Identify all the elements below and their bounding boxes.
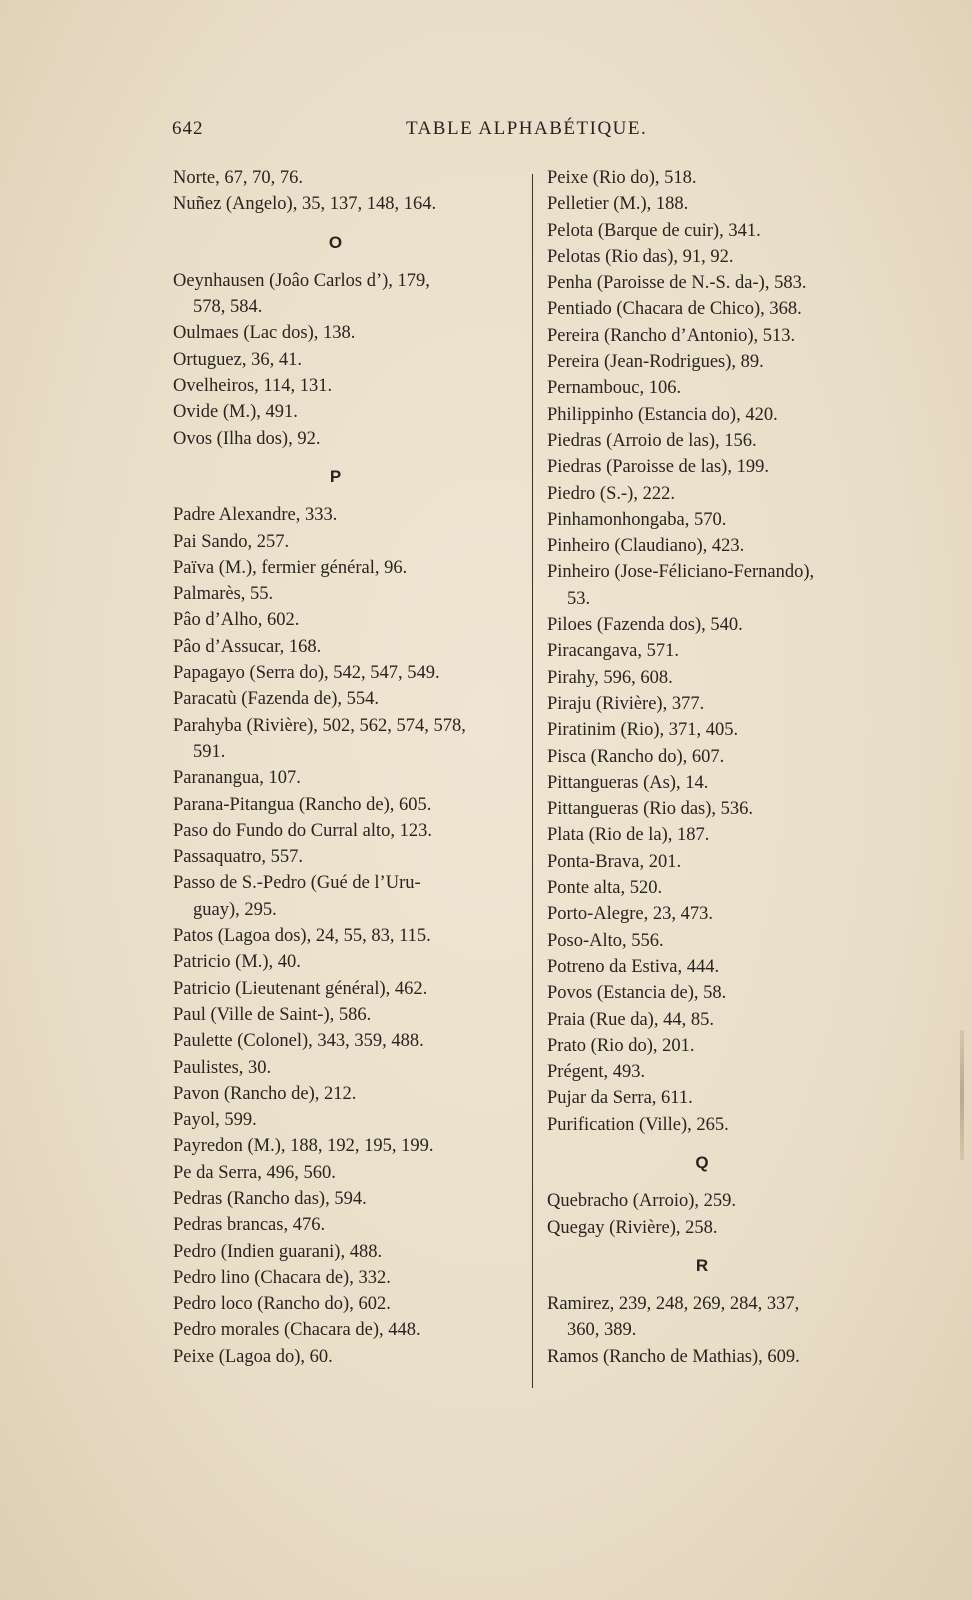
index-entry: Philippinho (Estancia do), 420. bbox=[547, 404, 778, 425]
index-entry: Paracatù (Fazenda de), 554. bbox=[173, 689, 379, 710]
index-entry: Piloes (Fazenda dos), 540. bbox=[547, 615, 743, 636]
section-letter: R bbox=[695, 1255, 709, 1275]
index-entry: Payredon (M.), 188, 192, 195, 199. bbox=[173, 1136, 434, 1157]
index-entry: Piedras (Arroio de las), 156. bbox=[547, 430, 757, 451]
index-entry: Ramos (Rancho de Mathias), 609. bbox=[547, 1346, 800, 1367]
index-entry: Ovide (M.), 491. bbox=[173, 402, 298, 423]
running-header bbox=[0, 118, 972, 142]
index-entry: Papagayo (Serra do), 542, 547, 549. bbox=[173, 663, 440, 684]
index-entry: Ponte alta, 520. bbox=[547, 878, 663, 899]
index-entry: Pelletier (M.), 188. bbox=[547, 194, 689, 215]
index-entry: Pedras (Rancho das), 594. bbox=[173, 1188, 367, 1209]
page-number: 642 bbox=[172, 118, 204, 139]
index-entry: Oulmaes (Lac dos), 138. bbox=[173, 323, 356, 344]
index-entry: Plata (Rio de la), 187. bbox=[547, 825, 710, 846]
index-entry: Padre Alexandre, 333. bbox=[173, 505, 338, 526]
index-entry: Patricio (Lieutenant général), 462. bbox=[173, 978, 428, 999]
index-entry: Piedro (S.-), 222. bbox=[547, 483, 675, 504]
index-entry: Piedras (Paroisse de las), 199. bbox=[547, 457, 769, 478]
index-entry: Pâo d’Alho, 602. bbox=[173, 610, 300, 631]
header-title: TABLE ALPHABÉTIQUE. bbox=[406, 118, 648, 139]
index-entry: Ovelheiros, 114, 131. bbox=[173, 376, 333, 397]
index-entry: Pai Sando, 257. bbox=[173, 531, 290, 552]
index-entry: Paulette (Colonel), 343, 359, 488. bbox=[173, 1031, 424, 1052]
index-entry: Ortuguez, 36, 41. bbox=[173, 349, 302, 370]
index-entry: Oeynhausen (Joâo Carlos d’), 179, bbox=[173, 270, 430, 291]
index-entry: Ramirez, 239, 248, 269, 284, 337, bbox=[547, 1294, 800, 1315]
index-entry: Pavon (Rancho de), 212. bbox=[173, 1083, 357, 1104]
index-entry: Patos (Lagoa dos), 24, 55, 83, 115. bbox=[173, 926, 431, 947]
index-entry: Pisca (Rancho do), 607. bbox=[547, 746, 725, 767]
index-entry-continuation: 578, 584. bbox=[193, 297, 263, 318]
index-entry-continuation: 53. bbox=[567, 588, 591, 609]
index-entry-continuation: 360, 389. bbox=[567, 1320, 637, 1341]
index-entry: Porto-Alegre, 23, 473. bbox=[547, 904, 713, 925]
index-entry: Pedro (Indien guarani), 488. bbox=[173, 1241, 383, 1262]
index-entry: Prégent, 493. bbox=[547, 1062, 646, 1083]
index-entry: Prato (Rio do), 201. bbox=[547, 1035, 695, 1056]
index-entry: Pereira (Rancho d’Antonio), 513. bbox=[547, 325, 796, 346]
index-entry-continuation: 591. bbox=[193, 741, 226, 762]
index-entry: Poso-Alto, 556. bbox=[547, 930, 664, 951]
index-entry: Piratinim (Rio), 371, 405. bbox=[547, 720, 739, 741]
index-entry: Passo de S.-Pedro (Gué de l’Uru- bbox=[173, 873, 421, 894]
index-entry: Ovos (Ilha dos), 92. bbox=[173, 428, 321, 449]
index-entry: Pittangueras (As), 14. bbox=[547, 772, 709, 793]
index-entry: Parana-Pitangua (Rancho de), 605. bbox=[173, 794, 432, 815]
index-entry: Pinheiro (Jose-Féliciano-Fernando), bbox=[547, 562, 815, 583]
index-entry: Pedras brancas, 476. bbox=[173, 1215, 326, 1236]
index-entry: Penha (Paroisse de N.-S. da-), 583. bbox=[547, 273, 807, 294]
index-entry: Paranangua, 107. bbox=[173, 768, 301, 789]
index-entry: Pedro loco (Rancho do), 602. bbox=[173, 1294, 391, 1315]
index-entry: Povos (Estancia de), 58. bbox=[547, 983, 727, 1004]
index-entry: Palmarès, 55. bbox=[173, 584, 274, 605]
index-entry: Piracangava, 571. bbox=[547, 641, 680, 662]
index-entry: Nuñez (Angelo), 35, 137, 148, 164. bbox=[173, 194, 437, 215]
index-entry: Ponta-Brava, 201. bbox=[547, 851, 682, 872]
index-entry: Pedro morales (Chacara de), 448. bbox=[173, 1320, 421, 1341]
index-entry: Pedro lino (Chacara de), 332. bbox=[173, 1267, 391, 1288]
index-entry: Pittangueras (Rio das), 536. bbox=[547, 799, 754, 820]
index-entry: Purification (Ville), 265. bbox=[547, 1114, 729, 1135]
index-entry: Pentiado (Chacara de Chico), 368. bbox=[547, 299, 802, 320]
index-entry: Pelota (Barque de cuir), 341. bbox=[547, 220, 761, 241]
index-entry: Potreno da Estiva, 444. bbox=[547, 956, 720, 977]
index-entry: Peixe (Rio do), 518. bbox=[547, 168, 697, 188]
index-entry: Passaquatro, 557. bbox=[173, 847, 303, 868]
index-entry: Praia (Rue da), 44, 85. bbox=[547, 1009, 714, 1030]
section-letter: Q bbox=[695, 1152, 709, 1172]
index-entry: Quegay (Rivière), 258. bbox=[547, 1217, 718, 1238]
index-entry: Quebracho (Arroio), 259. bbox=[547, 1191, 737, 1212]
index-entry: Pereira (Jean-Rodrigues), 89. bbox=[547, 352, 764, 373]
index-entry: Pâo d’Assucar, 168. bbox=[173, 636, 322, 657]
index-entry: Pirahy, 596, 608. bbox=[547, 667, 673, 688]
column-divider bbox=[532, 174, 533, 1388]
index-entry: Paso do Fundo do Curral alto, 123. bbox=[173, 820, 432, 841]
index-entry: Payol, 599. bbox=[173, 1110, 257, 1131]
index-entry: Peixe (Lagoa do), 60. bbox=[173, 1346, 333, 1367]
page-edge-stain bbox=[960, 1030, 964, 1160]
index-entry: Pinhamonhongaba, 570. bbox=[547, 509, 727, 530]
index-entry-continuation: guay), 295. bbox=[193, 899, 277, 920]
left-index-column bbox=[173, 165, 518, 1370]
index-entry: Norte, 67, 70, 76. bbox=[173, 168, 303, 188]
index-entry: Paulistes, 30. bbox=[173, 1057, 272, 1078]
index-entry: Pernambouc, 106. bbox=[547, 378, 682, 399]
section-letter: O bbox=[328, 232, 343, 252]
index-entry: Patricio (M.), 40. bbox=[173, 952, 301, 973]
index-entry: Païva (M.), fermier général, 96. bbox=[173, 557, 408, 578]
index-entry: Piraju (Rivière), 377. bbox=[547, 693, 705, 714]
index-entry: Pinheiro (Claudiano), 423. bbox=[547, 536, 745, 557]
index-entry: Pujar da Serra, 611. bbox=[547, 1088, 693, 1109]
index-entry: Pelotas (Rio das), 91, 92. bbox=[547, 246, 734, 267]
section-letter: P bbox=[329, 466, 342, 486]
index-entry: Pe da Serra, 496, 560. bbox=[173, 1162, 336, 1183]
index-entry: Paul (Ville de Saint-), 586. bbox=[173, 1004, 372, 1025]
right-index-column bbox=[547, 165, 887, 1370]
index-entry: Parahyba (Rivière), 502, 562, 574, 578, bbox=[173, 715, 466, 736]
